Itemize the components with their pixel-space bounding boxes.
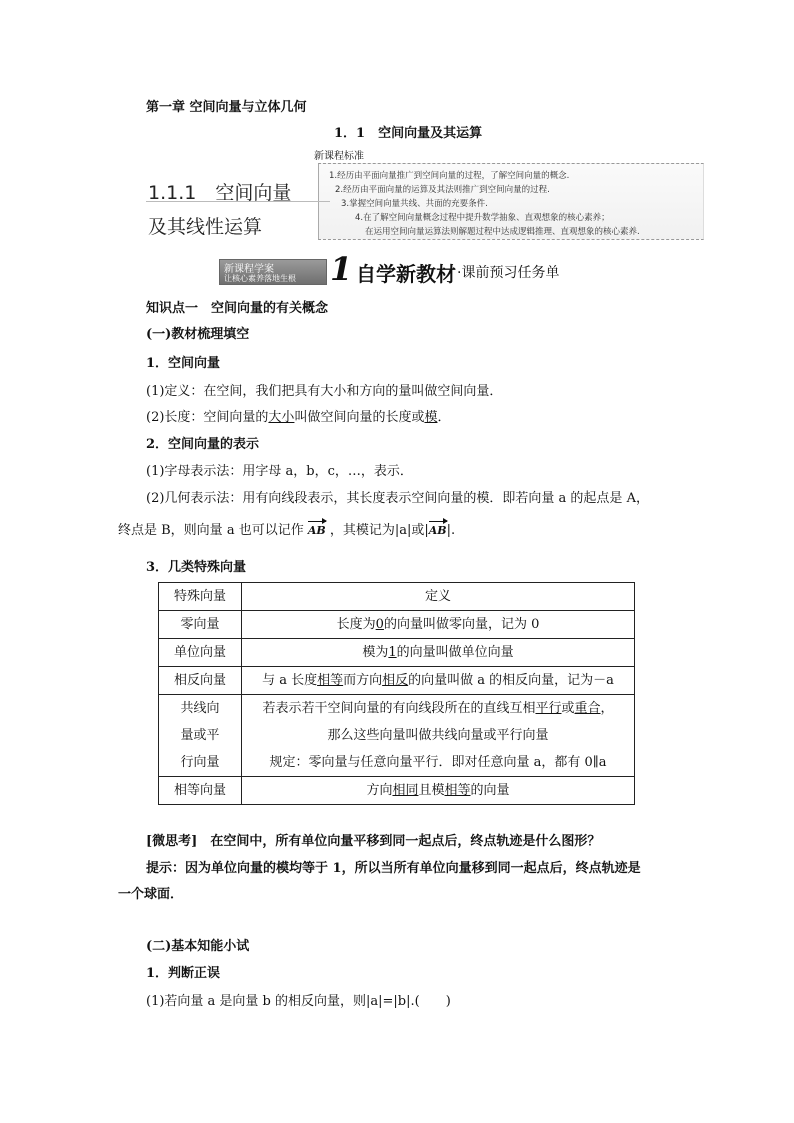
standard-item: 3.掌握空间向量共线、共面的充要条件. <box>341 199 488 209</box>
banner-tag <box>219 259 327 285</box>
banner-number: 1 <box>330 250 353 288</box>
standard-item: 2.经历由平面向量的运算及其法则推广到空间向量的过程. <box>335 185 550 195</box>
part-heading: (二)基本知能小试 <box>146 939 250 954</box>
table-cell: 方向相同且模相等的向量 <box>242 777 635 805</box>
table-row <box>159 777 635 805</box>
table-cell: 相等向量 <box>159 777 242 805</box>
vector-ab: AB <box>429 520 447 537</box>
hint-text: 提示：因为单位向量的模均等于 1，所以当所有单位向量移到同一起点后，终点轨迹是 <box>146 861 641 876</box>
representation-text: 终点是 B，则向量 a 也可以记作 AB ，其模记为|a|或|AB|. <box>118 519 455 538</box>
representation-text: (2)几何表示法：用有向线段表示，其长度表示空间向量的模．即若向量 a 的起点是 A， <box>146 491 649 506</box>
subsection-title-line2: 及其线性运算 <box>148 216 263 238</box>
knowledge-point-heading: 知识点一 空间向量的有关概念 <box>146 301 329 316</box>
definition-text: (1)定义：在空间，我们把具有大小和方向的量叫做空间向量． <box>146 384 503 399</box>
table-row <box>159 639 635 667</box>
item-heading: 1．空间向量 <box>146 356 221 371</box>
table-row <box>159 695 635 777</box>
table-row <box>159 667 635 695</box>
table-cell: 相反向量 <box>159 667 242 695</box>
think-question: [微思考] 在空间中，所有单位向量平移到同一起点后，终点轨迹是什么图形？ <box>146 834 601 849</box>
table-cell: 单位向量 <box>159 639 242 667</box>
chapter-title: 第一章 空间向量与立体几何 <box>146 100 307 115</box>
item-heading: 3．几类特殊向量 <box>146 560 247 575</box>
table-cell: 零向量 <box>159 611 242 639</box>
banner-main: 自学新教材 <box>356 262 456 286</box>
banner-sub: ·课前预习任务单 <box>457 265 560 281</box>
table-header-cell: 定义 <box>242 583 635 611</box>
special-vectors-table <box>158 582 635 805</box>
standard-box <box>318 163 704 240</box>
item-heading: 1．判断正误 <box>146 966 221 981</box>
table-cell: 若表示若干空间向量的有向线段所在的直线互相平行或重合， 那么这些向量叫做共线向量或平行向量 规定：零向量与任意向量平行．即对任意向量 a，都有 0∥a <box>242 695 635 777</box>
subsection-divider <box>146 201 330 202</box>
length-text: (2)长度：空间向量的大小叫做空间向量的长度或模． <box>146 410 451 425</box>
banner-tag-line1: 新课程学案 <box>224 264 274 275</box>
table-header-row <box>159 583 635 611</box>
hint-text: 一个球面． <box>118 887 184 902</box>
standard-item: 在运用空间向量运算法则解题过程中达成逻辑推理、直观想象的核心素养. <box>365 227 640 237</box>
table-cell: 共线向 量或平 行向量 <box>159 695 242 777</box>
table-cell: 长度为0的向量叫做零向量，记为 0 <box>242 611 635 639</box>
vector-ab: AB <box>308 520 326 537</box>
section-title: 1．1 空间向量及其运算 <box>334 126 483 141</box>
standard-item: 1.经历由平面向量推广到空间向量的过程，了解空间向量的概念. <box>329 171 570 181</box>
banner-tag-line2: 让核心素养落地生根 <box>224 274 296 283</box>
question-text: (1)若向量 a 是向量 b 的相反向量，则|a|=|b|.( ) <box>146 994 451 1009</box>
representation-text: (1)字母表示法：用字母 a，b，c，…，表示． <box>146 464 413 479</box>
part-heading: (一)教材梳理填空 <box>146 327 250 342</box>
item-heading: 2．空间向量的表示 <box>146 437 260 452</box>
table-row <box>159 611 635 639</box>
table-cell: 与 a 长度相等而方向相反的向量叫做 a 的相反向量，记为－a <box>242 667 635 695</box>
table-header-cell: 特殊向量 <box>159 583 242 611</box>
subsection-title-line1: 1.1.1 空间向量 <box>148 182 292 204</box>
standard-title: 新课程标准 <box>314 151 364 162</box>
standard-item: 4.在了解空间向量概念过程中提升数学抽象、直观想象的核心素养； <box>355 213 610 223</box>
table-cell: 模为1的向量叫做单位向量 <box>242 639 635 667</box>
